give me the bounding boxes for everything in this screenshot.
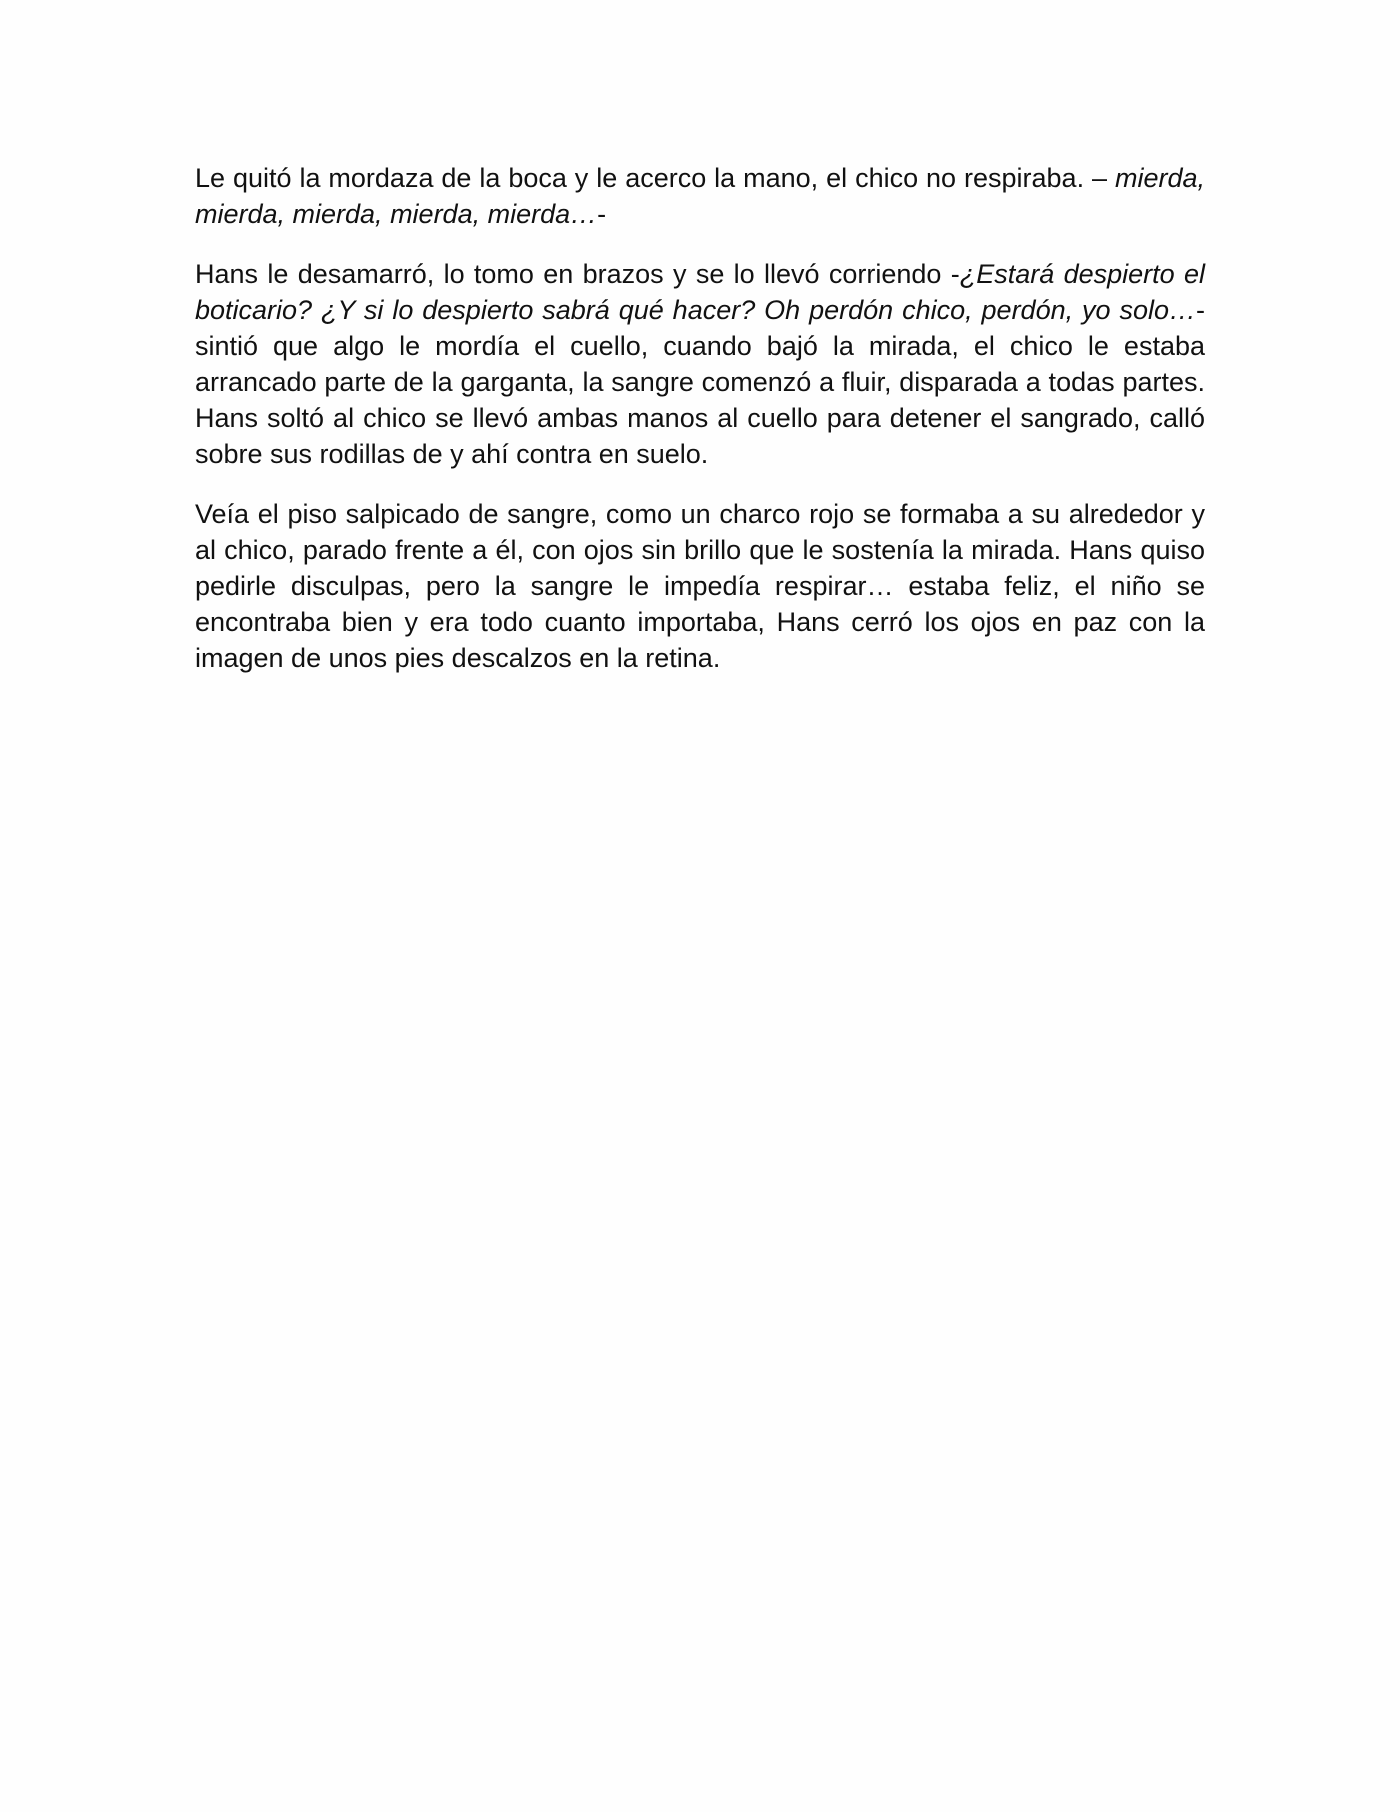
paragraph-2-text: Hans le desamarró, lo tomo en brazos y se lo llevó corriendo -: [195, 259, 960, 289]
paragraph-1-italic-text: mierda, mierda, mierda, mierda, mierda…: [195, 163, 1205, 229]
paragraph-1: [195, 160, 1205, 232]
paragraph-2: [195, 256, 1205, 472]
paragraph-3: [195, 496, 1205, 676]
paragraph-1-text: Le quitó la mordaza de la boca y le acerco la mano, el chico no respiraba. –: [195, 163, 1115, 193]
document-body: [195, 160, 1205, 700]
paragraph-3-text: Veía el piso salpicado de sangre, como un charco rojo se formaba a su alrededor y al chico, parado frente a él, con ojos sin brillo que le sostenía la mirada. Hans quiso pedirle disculpas, pero la sangre le impedía respirar… estaba feliz, el niño se encontraba bien y era todo cuanto importaba, Hans cerró los ojos en paz con la imagen de unos pies descalzos en la retina.: [195, 499, 1205, 673]
paragraph-2-text-end: - sintió que algo le mordía el cuello, cuando bajó la mirada, el chico le estaba arrancado parte de la garganta, la sangre comenzó a fluir, disparada a todas partes. Hans soltó al chico se llevó ambas manos al cuello para detener el sangrado, calló sobre sus rodillas de y ahí contra en suelo.: [195, 295, 1205, 469]
paragraph-2-italic-text: ¿Estará despierto el boticario? ¿Y si lo despierto sabrá qué hacer? Oh perdón chico, perdón, yo solo…: [195, 259, 1205, 325]
paragraph-1-text-end: -: [597, 199, 607, 229]
